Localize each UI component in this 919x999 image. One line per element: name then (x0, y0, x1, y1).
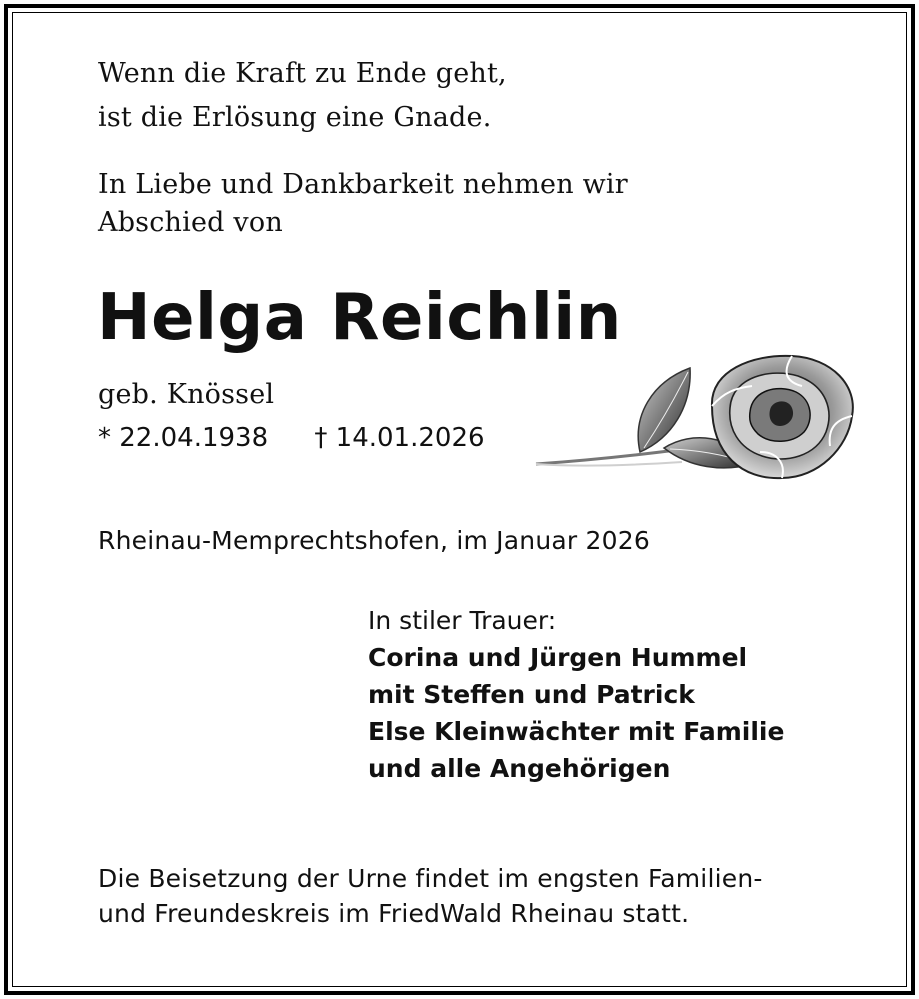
place-date: Rheinau-Memprechtshofen, im Januar 2026 (98, 526, 650, 555)
rose-icon (532, 346, 862, 496)
intro-line-1: In Liebe und Dankbarkeit nehmen wir (98, 169, 628, 200)
birth-name: geb. Knössel (98, 379, 275, 410)
life-dates (98, 423, 485, 453)
mourner-line: Corina und Jürgen Hummel (368, 643, 748, 672)
birth-date: * 22.04.1938 (98, 423, 269, 453)
burial-note-line-1: Die Beisetzung der Urne findet im engsten Familien- (98, 864, 763, 893)
intro-line-2: Abschied von (98, 207, 283, 238)
poem-line-1: Wenn die Kraft zu Ende geht, (98, 58, 507, 89)
mourners-heading: In stiler Trauer: (368, 606, 557, 635)
inner-border (12, 12, 907, 987)
mourner-line: mit Steffen und Patrick (368, 680, 695, 709)
death-date: † 14.01.2026 (314, 423, 485, 453)
deceased-name: Helga Reichlin (97, 281, 622, 355)
mourners-block (368, 602, 784, 787)
mourner-line: und alle Angehörigen (368, 754, 671, 783)
poem-line-2: ist die Erlösung eine Gnade. (98, 102, 492, 133)
burial-note-line-2: und Freundeskreis im FriedWald Rheinau statt. (98, 899, 690, 928)
mourner-line: Else Kleinwächter mit Familie (368, 717, 785, 746)
